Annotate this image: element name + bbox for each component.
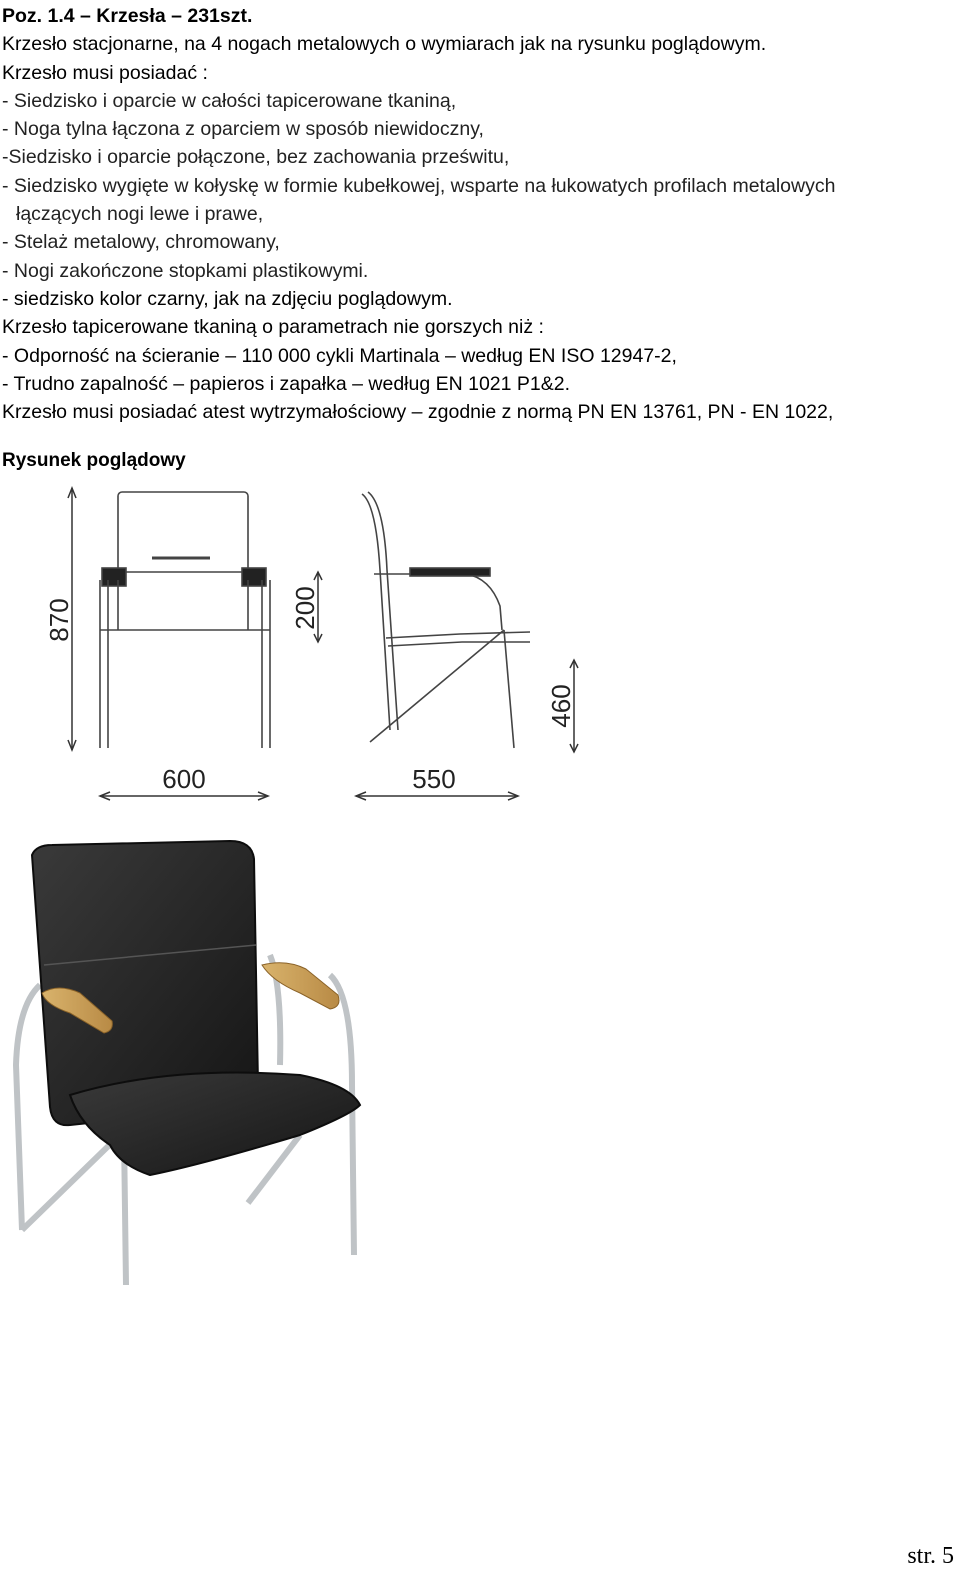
section-title: Poz. 1.4 – Krzesła – 231szt.	[2, 5, 253, 27]
spec-line: Krzesło stacjonarne, na 4 nogach metalowych o wymiarach jak na rysunku poglądowym.	[2, 33, 767, 56]
dimension-200: 200	[290, 586, 320, 630]
spec-line: Krzesło musi posiadać :	[2, 61, 208, 84]
spec-line: - Siedzisko i oparcie w całości tapicerowane tkaniną,	[2, 89, 457, 112]
side-view-chair	[362, 492, 530, 748]
drawing-heading: Rysunek poglądowy	[2, 450, 186, 471]
specification-text	[2, 2, 952, 426]
spec-line: - Nogi zakończone stopkami plastikowymi.	[2, 259, 369, 282]
spec-line: - Stelaż metalowy, chromowany,	[2, 231, 280, 254]
spec-line: - siedzisko kolor czarny, jak na zdjęciu poglądowym.	[2, 287, 453, 310]
spec-line: łączących nogi lewe i prawe,	[16, 203, 264, 226]
front-view-chair	[100, 492, 270, 748]
spec-line: Krzesło musi posiadać atest wytrzymałościowy – zgodnie z normą PN EN 13761, PN - EN 1022,	[2, 401, 834, 424]
technical-drawing	[30, 480, 610, 820]
page-number: str. 5	[907, 1543, 954, 1569]
dimension-870: 870	[44, 598, 74, 642]
spec-line: - Odporność na ścieranie – 110 000 cykli Martinala – według EN ISO 12947-2,	[2, 344, 677, 367]
spec-line: - Trudno zapalność – papieros i zapałka – według EN 1021 P1&2.	[2, 372, 571, 395]
dimension-460: 460	[546, 684, 576, 728]
dimension-600: 600	[162, 764, 206, 794]
spec-line: Krzesło tapicerowane tkaniną o parametrach nie gorszych niż :	[2, 316, 544, 339]
dimension-550: 550	[412, 764, 456, 794]
spec-line: - Siedzisko wygięte w kołyskę w formie kubełkowej, wsparte na łukowatych profilach metalowych	[2, 174, 836, 197]
chair-photo	[0, 835, 380, 1305]
spec-line: -Siedzisko i oparcie połączone, bez zachowania prześwitu,	[2, 146, 510, 169]
spec-line: - Noga tylna łączona z oparciem w sposób niewidoczny,	[2, 118, 484, 141]
